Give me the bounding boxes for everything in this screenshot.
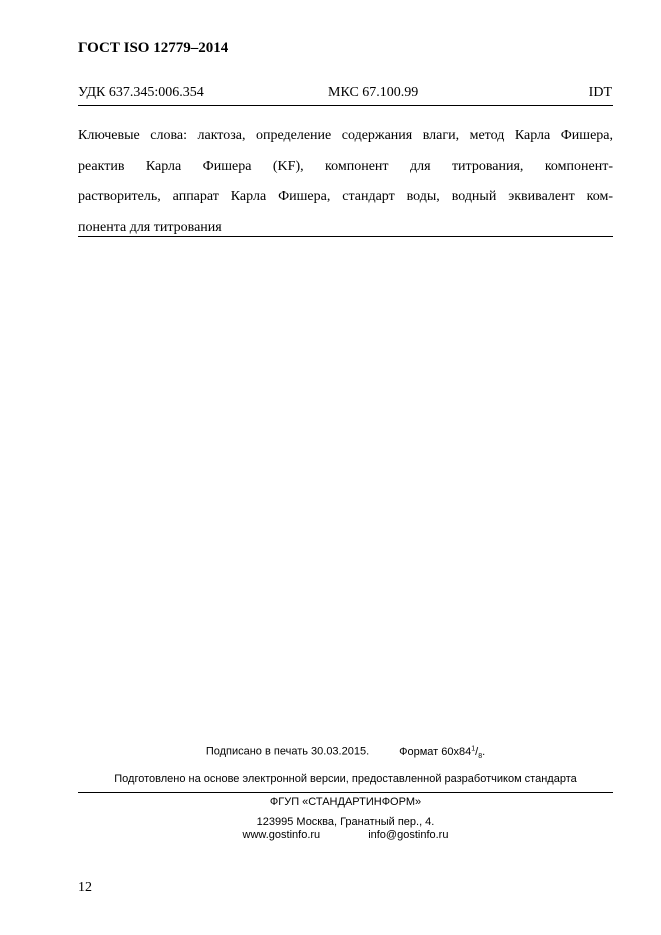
classification-divider — [78, 105, 613, 106]
website-link[interactable]: www.gostinfo.ru — [242, 829, 321, 841]
keywords-line: реактив Карла Фишера (KF), компонент для титрования, компонент- — [78, 158, 613, 174]
keywords-divider — [78, 236, 613, 237]
paper-format: Формат $60х84^1/_8$. — [399, 745, 486, 760]
keywords-line: Ключевые слова: лактоза, определение содержания влаги, метод Карла Фишера, — [78, 128, 613, 143]
keywords-line: растворитель, аппарат Карла Фишера, стандарт воды, водный эквивалент ком- — [78, 189, 613, 204]
imprint-divider — [78, 792, 613, 793]
keywords-paragraph — [78, 121, 613, 243]
email-link[interactable]: info@gostinfo.ru — [368, 829, 449, 841]
publisher-name: ФГУП «СТАНДАРТИНФОРМ» — [269, 796, 422, 808]
equivalence-degree: IDT — [588, 85, 612, 100]
classification-row — [78, 85, 612, 105]
mks-code: МКС 67.100.99 — [328, 85, 419, 100]
prepared-note: Подготовлено на основе электронной версии, предоставленной разработчиком стандарта — [114, 773, 577, 785]
page-number: 12 — [78, 880, 92, 895]
signed-line — [78, 745, 613, 760]
standard-designation: ГОСТ ISO 12779–2014 — [78, 40, 229, 56]
udk-code: УДК 637.345:006.354 — [78, 85, 204, 100]
publisher-contacts — [78, 829, 613, 841]
signed-date: Подписано в печать 30.03.2015. — [205, 745, 370, 758]
publisher-address: 123995 Москва, Гранатный пер., 4. — [256, 816, 435, 828]
keywords-line: понента для титрования — [78, 219, 222, 235]
